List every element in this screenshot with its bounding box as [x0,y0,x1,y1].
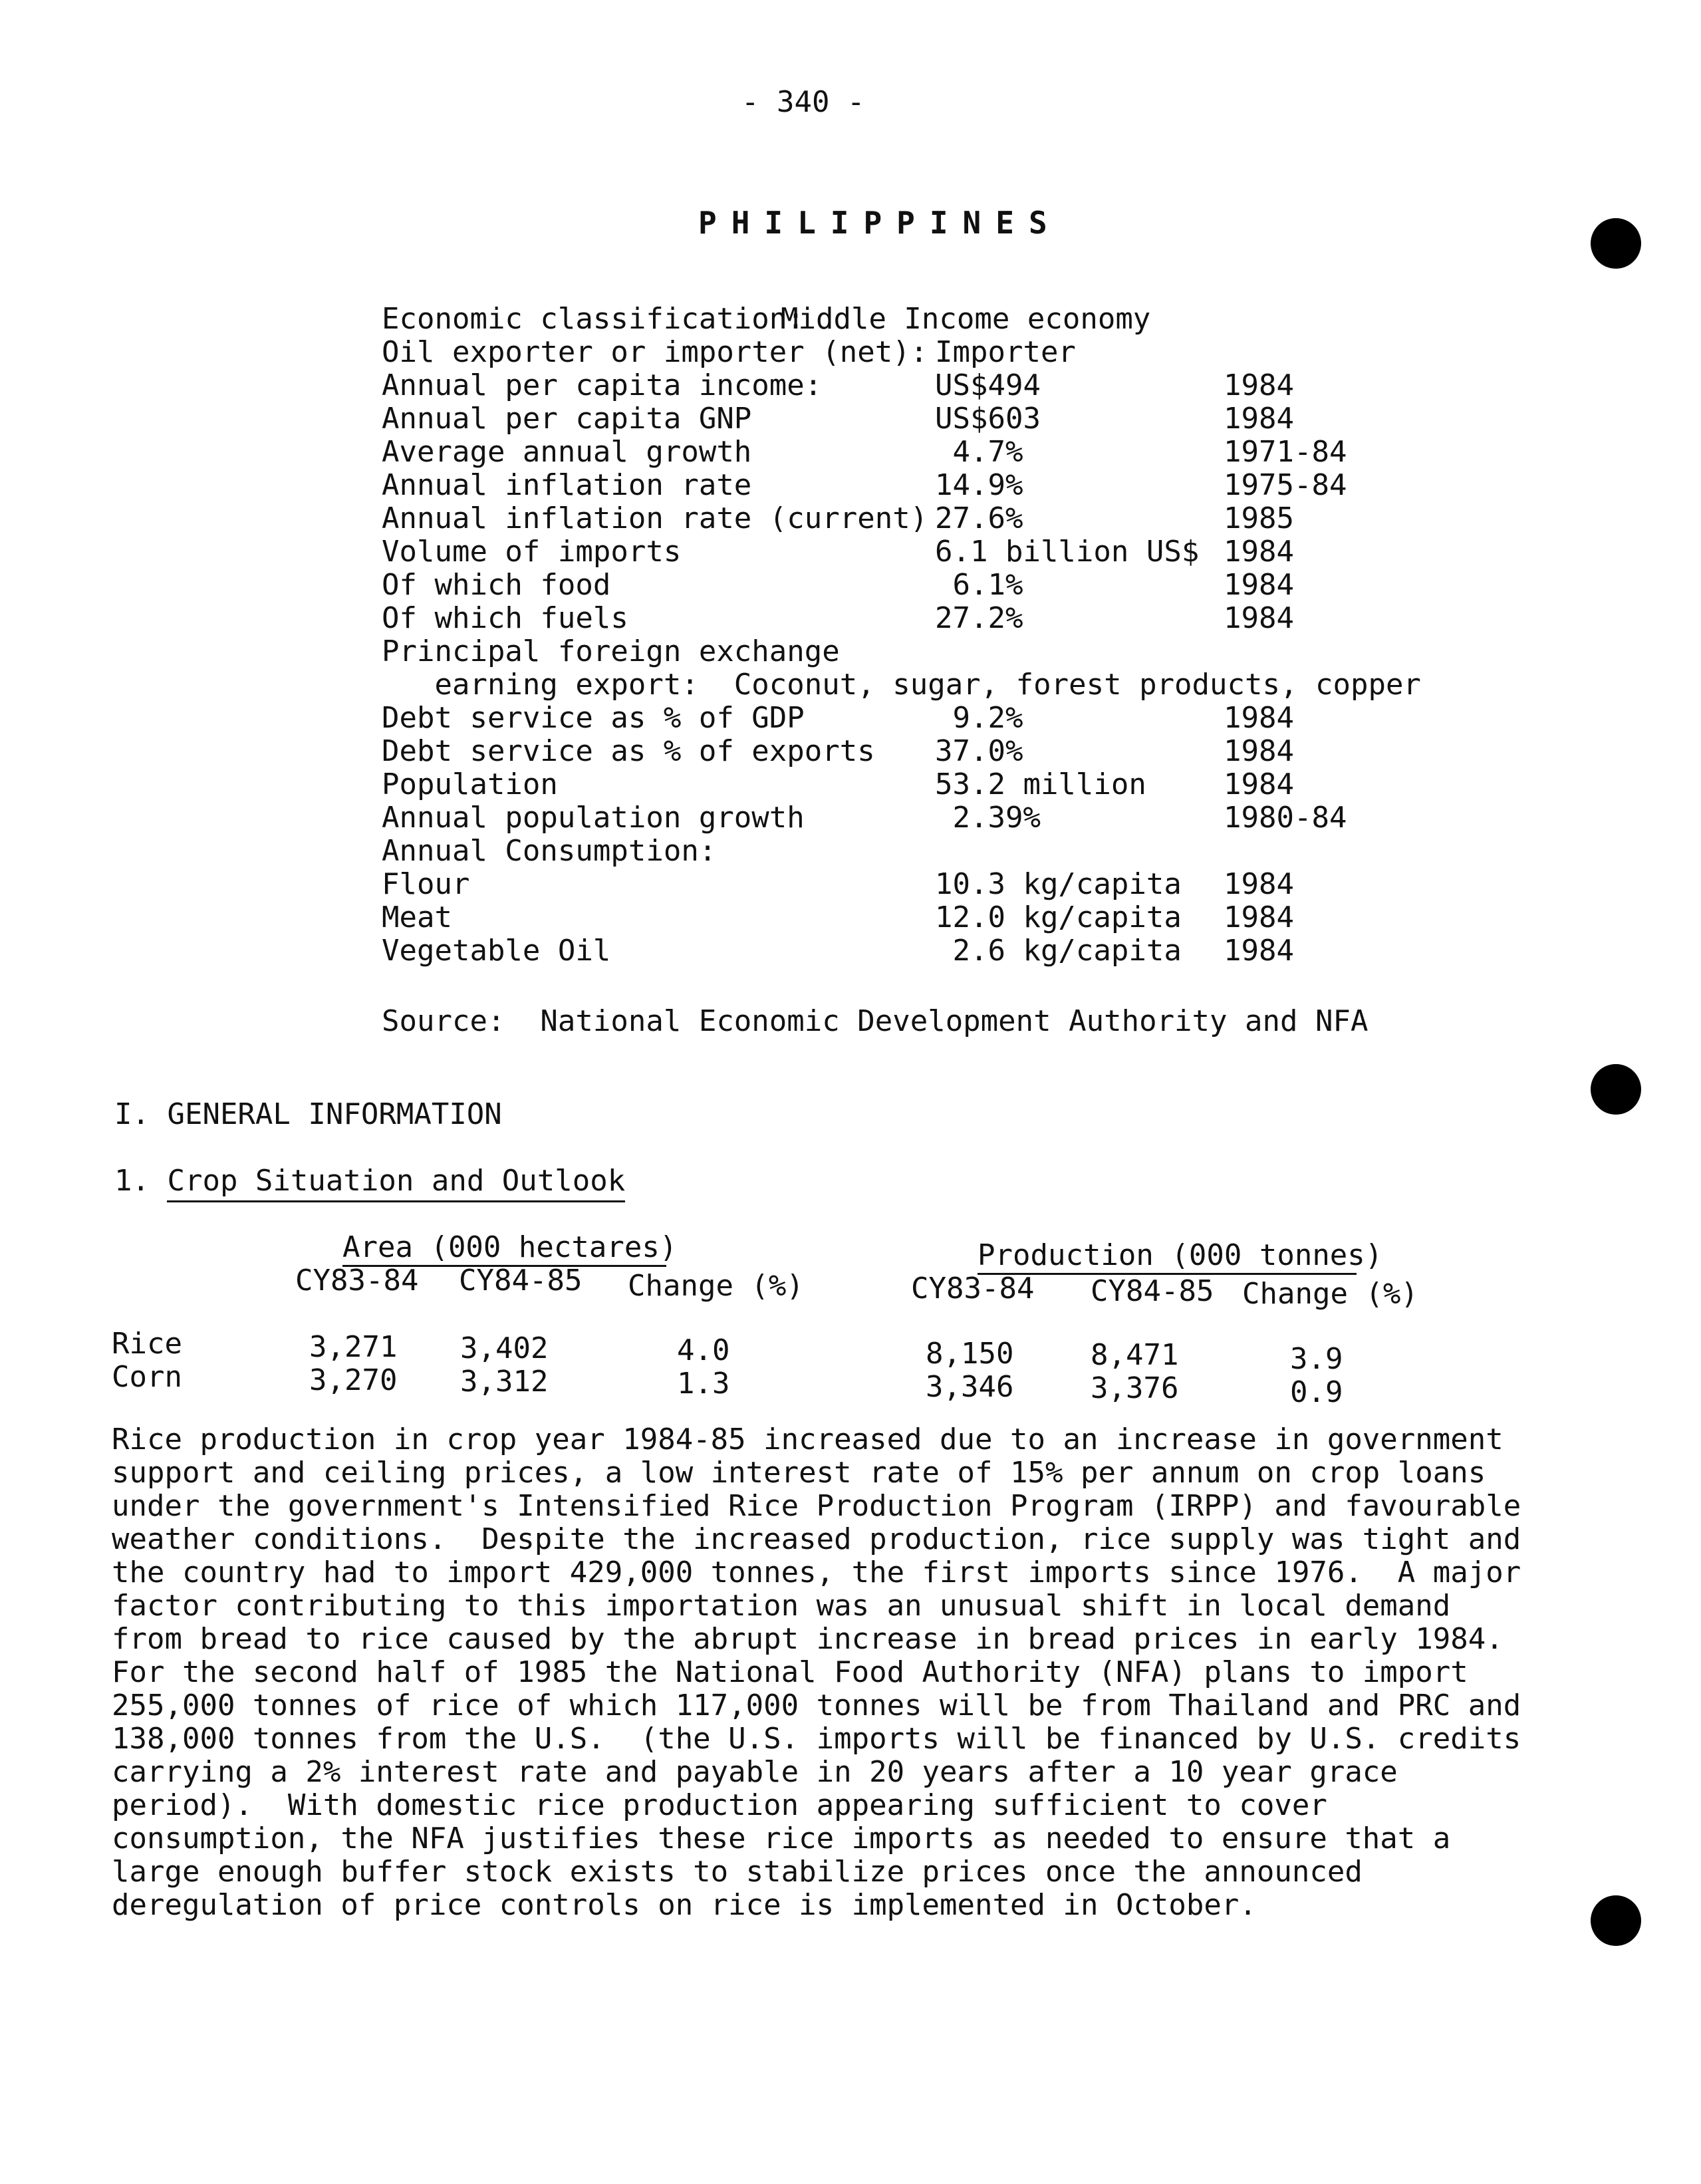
stat-label: Annual inflation rate (current) [382,501,928,535]
punch-hole-dot [1591,1895,1641,1946]
paragraph-line: deregulation of price controls on rice is implemented in October. [112,1888,1257,1922]
section-heading: I. GENERAL INFORMATION [114,1097,502,1131]
stat-value: 4.7% [935,435,1023,469]
area-curr-value: 3,402 [460,1331,549,1365]
stat-row [382,535,1419,569]
stat-year: 1984 [1224,767,1294,801]
area-curr-value: 3,312 [460,1365,549,1399]
stat-label: Annual population growth [382,801,805,835]
stat-label: Flour [382,867,470,901]
stat-label: earning export: Coconut, sugar, forest products, copper [382,668,1421,702]
stat-value: 2.6 kg/capita [935,934,1182,968]
paragraph-line: from bread to rice caused by the abrupt increase in bread prices in early 1984. [112,1622,1504,1656]
stat-year: 1984 [1224,601,1294,635]
crop-name: Corn [112,1360,182,1394]
paragraph-line: factor contributing to this importation was an unusual shift in local demand [112,1589,1451,1623]
stat-value: 37.0% [935,734,1023,768]
stat-year: 1984 [1224,368,1294,402]
stat-row [382,502,1419,535]
paragraph-line: 138,000 tonnes from the U.S. (the U.S. imports will be financed by U.S. credits [112,1722,1521,1756]
stat-label: Annual per capita income: [382,368,823,402]
stat-year: 1984 [1224,568,1294,602]
paragraph-line: 255,000 tonnes of rice of which 117,000 tonnes will be from Thailand and PRC and [112,1689,1521,1722]
punch-hole-dot [1591,1064,1641,1115]
stat-value: 27.2% [935,601,1023,635]
stat-row [382,469,1419,502]
paragraph-line: under the government's Intensified Rice Production Program (IRPP) and favourable [112,1489,1521,1523]
stat-row [382,868,1419,901]
stat-row [382,768,1419,801]
stat-label: Debt service as % of GDP [382,701,805,735]
stat-row [382,303,1419,336]
paragraph-line: For the second half of 1985 the National Food Authority (NFA) plans to import [112,1655,1468,1689]
page-title: PHILIPPINES [698,205,1062,241]
stat-year: 1975-84 [1224,468,1347,502]
paragraph-line: large enough buffer stock exists to stabilize prices once the announced [112,1855,1363,1889]
source-note: Source: National Economic Development Authority and NFA [382,1004,1369,1038]
stat-label: Economic classification: [382,302,805,336]
stat-label: Annual per capita GNP [382,402,752,436]
paragraph-line: weather conditions. Despite the increased production, rice supply was tight and [112,1522,1521,1556]
stat-label: Debt service as % of exports [382,734,875,768]
stat-row [382,369,1419,402]
stat-label: Vegetable Oil [382,934,611,968]
area-col-prev: CY83-84 [295,1264,419,1297]
stat-value: 14.9% [935,468,1023,502]
stat-label: Meat [382,900,452,934]
stat-value: Importer [935,335,1076,369]
stat-value: 27.6% [935,501,1023,535]
area-prev-value: 3,271 [309,1330,398,1364]
stat-year: 1984 [1224,701,1294,735]
prod-col-prev: CY83-84 [911,1272,1035,1305]
stat-value: Middle Income economy [781,302,1151,336]
paragraph-line: the country had to import 429,000 tonnes, the first imports since 1976. A major [112,1556,1521,1589]
prod-curr-value: 8,471 [1091,1338,1179,1372]
stat-year: 1984 [1224,867,1294,901]
stat-row [382,901,1419,934]
prod-change-value: 0.9 [1290,1375,1343,1409]
punch-hole-dot [1591,218,1641,269]
stat-year: 1984 [1224,934,1294,968]
stat-row [382,801,1419,835]
paragraph-line: period). With domestic rice production appearing sufficient to cover [112,1788,1327,1822]
stat-row [382,635,1419,668]
stat-value: US$494 [935,368,1041,402]
area-col-change: Change (%) [628,1269,804,1303]
paragraph-line: consumption, the NFA justifies these rice imports as needed to ensure that a [112,1822,1451,1855]
stat-label: Volume of imports [382,535,682,569]
stat-row [382,436,1419,469]
stat-value: 6.1 billion US$ [935,535,1200,569]
stat-row [382,735,1419,768]
stat-row [382,569,1419,602]
paragraph-line: support and ceiling prices, a low interest rate of 15% per annum on crop loans [112,1456,1486,1490]
stat-value: 12.0 kg/capita [935,900,1182,934]
stat-year: 1984 [1224,402,1294,436]
stat-year: 1985 [1224,501,1294,535]
area-prev-value: 3,270 [309,1363,398,1397]
area-header: Area (000 hectares) [342,1230,678,1264]
stat-year: 1984 [1224,900,1294,934]
subsection-number: 1. [114,1164,150,1198]
area-col-curr: CY84-85 [459,1264,583,1297]
stat-value: 2.39% [935,801,1041,835]
prod-curr-value: 3,376 [1091,1371,1179,1405]
area-change-value: 1.3 [677,1367,730,1401]
stat-value: 10.3 kg/capita [935,867,1182,901]
stat-label: Annual Consumption: [382,834,717,868]
stat-row [382,702,1419,735]
stat-label: Average annual growth [382,435,752,469]
stat-row [382,402,1419,436]
stat-year: 1984 [1224,734,1294,768]
body-paragraph [112,1423,1521,1922]
stat-row [382,336,1419,369]
stat-label: Principal foreign exchange [382,634,840,668]
stat-year: 1980-84 [1224,801,1347,835]
paragraph-line: Rice production in crop year 1984-85 increased due to an increase in government [112,1423,1504,1456]
stat-row [382,835,1419,868]
prod-prev-value: 8,150 [926,1337,1014,1371]
stat-value: US$603 [935,402,1041,436]
stat-value: 53.2 million [935,767,1146,801]
subsection-heading [114,1164,625,1198]
prod-change-value: 3.9 [1290,1342,1343,1376]
stat-label: Population [382,767,558,801]
prod-prev-value: 3,346 [926,1370,1014,1404]
stat-label: Of which food [382,568,611,602]
paragraph-line: carrying a 2% interest rate and payable in 20 years after a 10 year grace [112,1755,1398,1789]
area-change-value: 4.0 [677,1333,730,1367]
country-statistics [382,303,1419,968]
stat-value: 9.2% [935,701,1023,735]
stat-value: 6.1% [935,568,1023,602]
prod-col-change: Change (%) [1242,1277,1418,1311]
stat-label: Annual inflation rate [382,468,752,502]
subsection-title: Crop Situation and Outlook [167,1164,625,1202]
page-number: - 340 - [741,85,865,119]
stat-row [382,668,1419,702]
stat-year: 1984 [1224,535,1294,569]
stat-row [382,602,1419,635]
stat-label: Of which fuels [382,601,628,635]
stat-label: Oil exporter or importer (net): [382,335,928,369]
crop-name: Rice [112,1327,182,1361]
stat-year: 1971-84 [1224,435,1347,469]
prod-col-curr: CY84-85 [1091,1274,1214,1308]
stat-row [382,934,1419,968]
production-header: Production (000 tonnes) [978,1238,1383,1272]
